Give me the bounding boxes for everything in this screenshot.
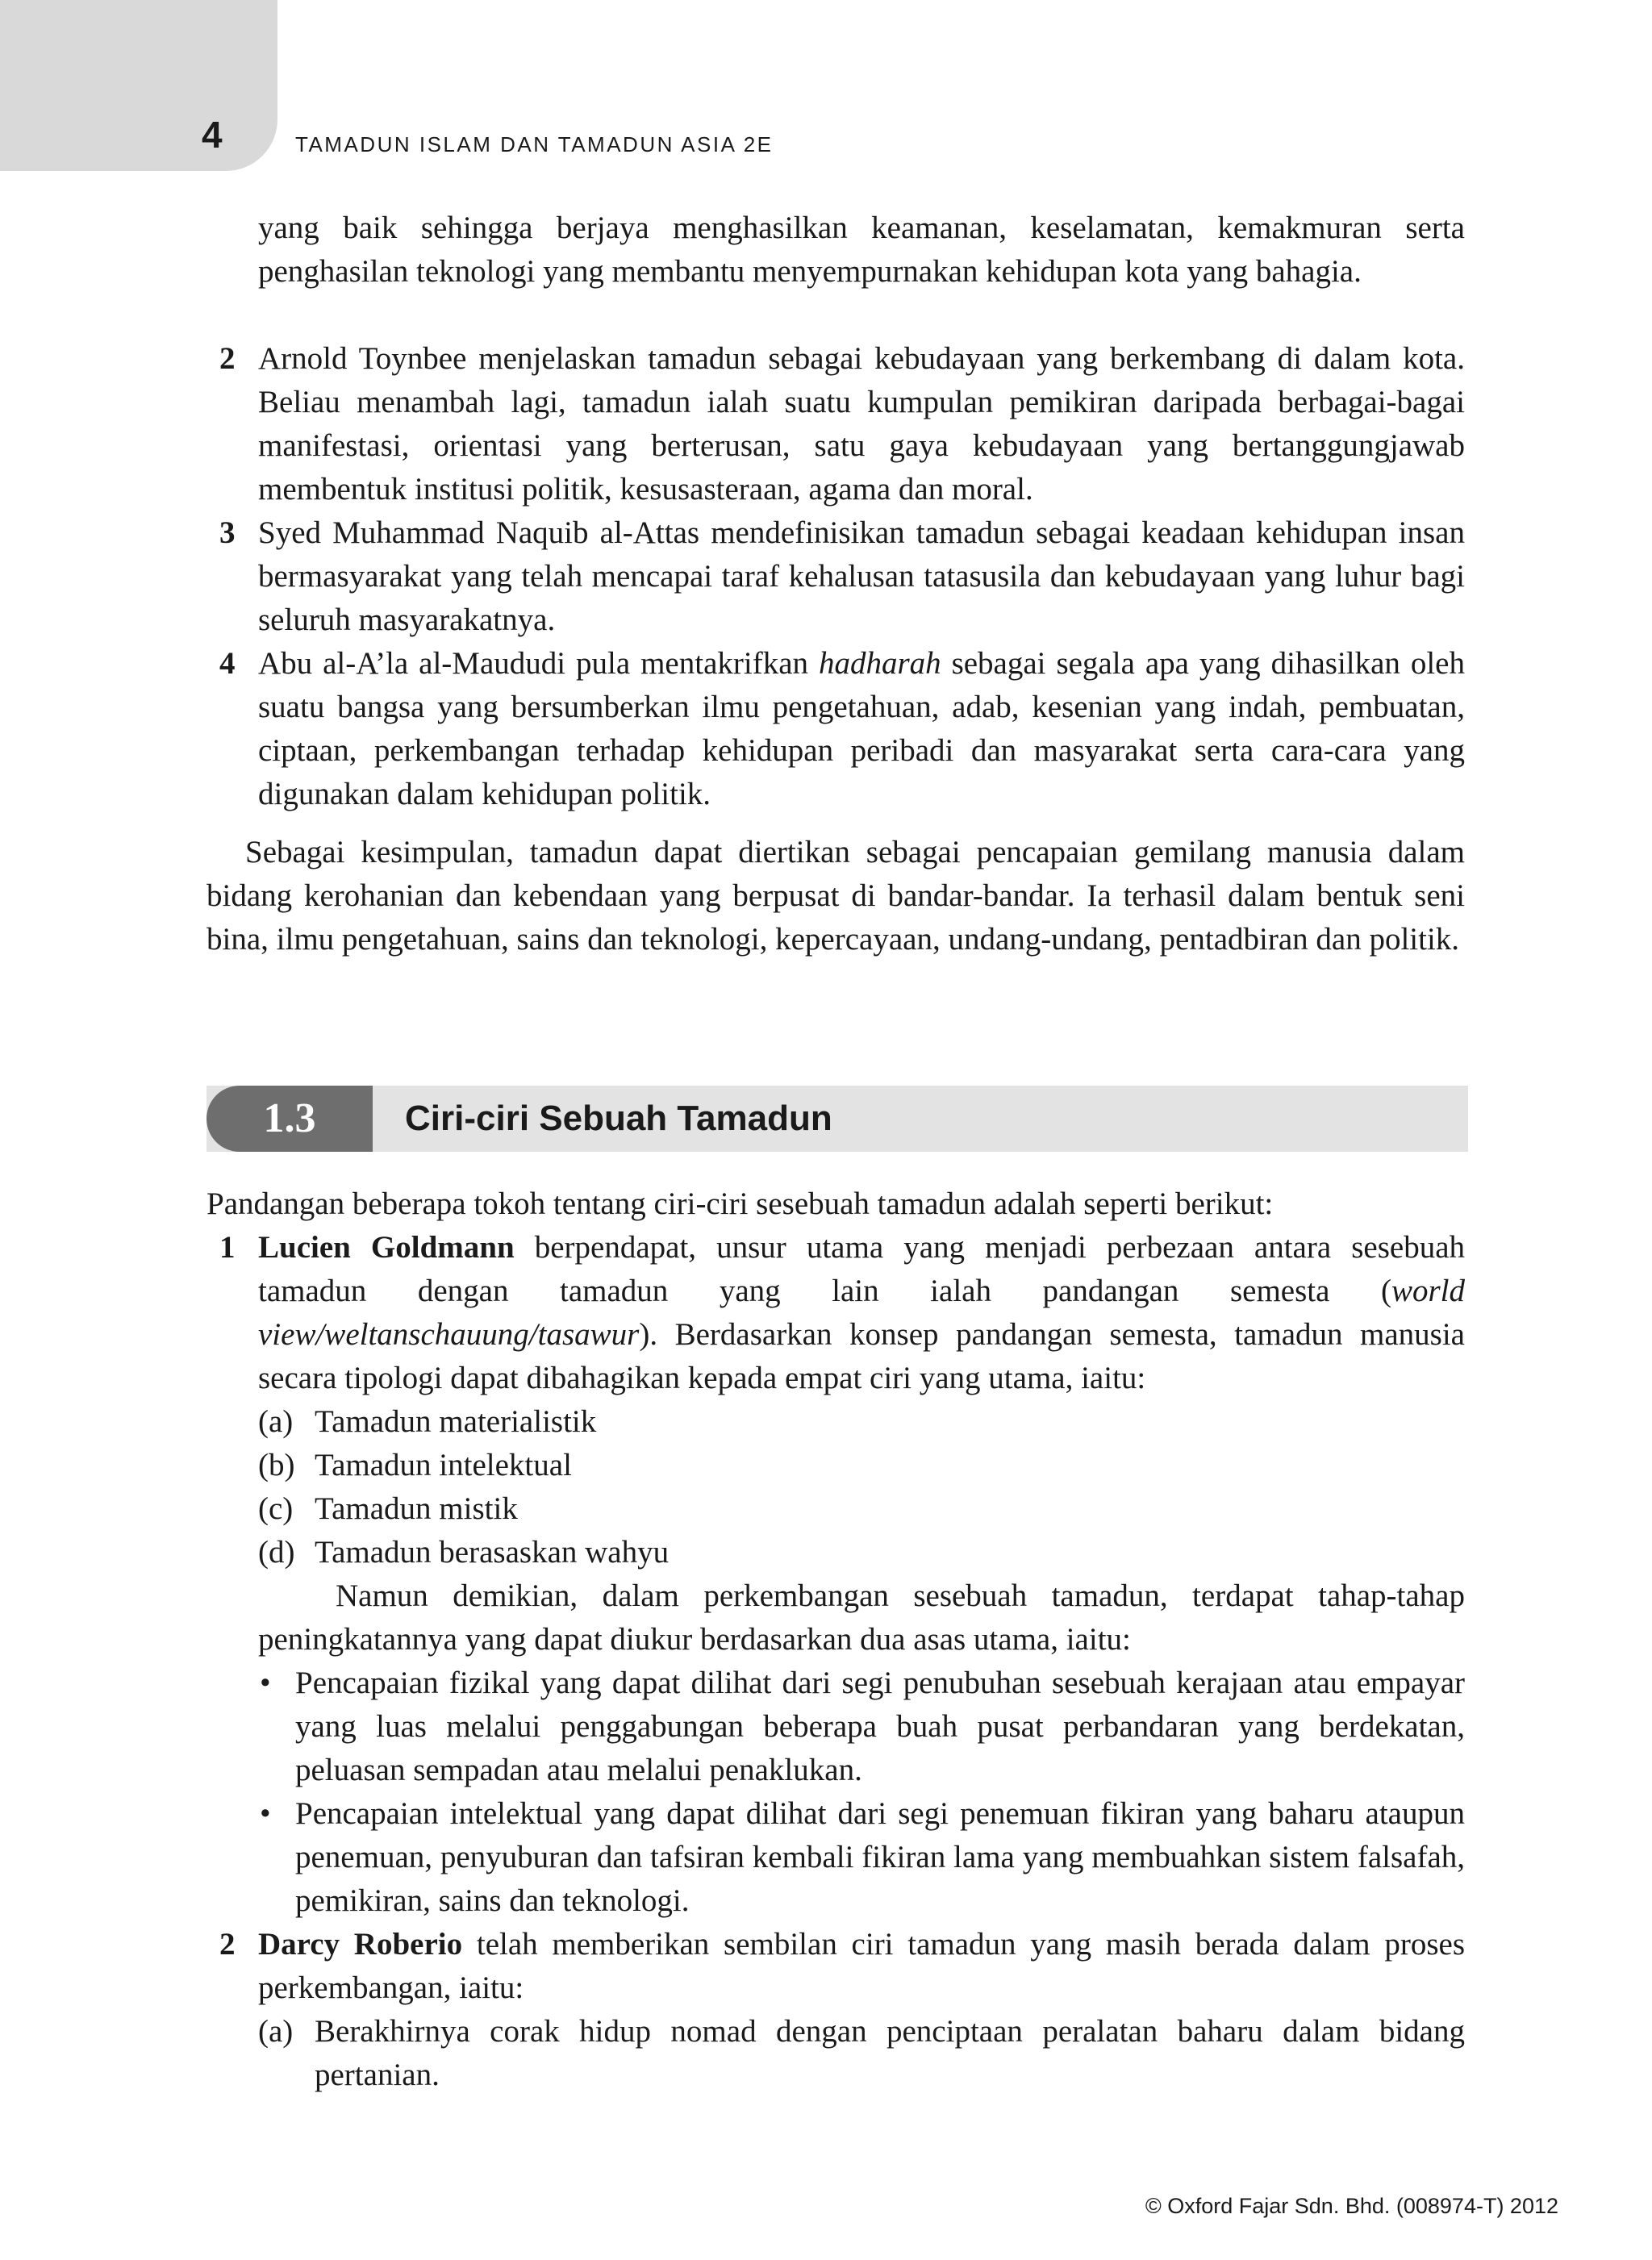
list-number: 3 bbox=[219, 515, 236, 550]
subitem-text: Tamadun berasaskan wahyu bbox=[315, 1535, 670, 1570]
subitem-label: (c) bbox=[258, 1491, 294, 1526]
person-name: Darcy Roberio bbox=[258, 1927, 463, 1962]
subitem-label: (b) bbox=[258, 1448, 295, 1482]
section-number: 1.3 bbox=[263, 1095, 316, 1141]
bullet-marker: • bbox=[260, 1666, 271, 1700]
list-number: 2 bbox=[219, 1927, 236, 1962]
list-item-maududi: Abu al-A’la al-Maududi pula mentakrifkan hadharah sebagai segala apa yang dihasilkan oleh suatu bangsa yang bersumberkan ilmu pengetahuan, adab, kesenian yang indah, pembuatan, ciptaan, perkembangan terhadap kehidupan peribadi dan masyarakat serta cara-cara yang digunakan dalam kehidupan politik. bbox=[258, 646, 1465, 811]
page-number: 4 bbox=[202, 114, 223, 156]
list-number: 4 bbox=[219, 646, 236, 681]
conclusion-paragraph: Sebagai kesimpulan, tamadun dapat diertikan sebagai pencapaian gemilang manusia dalam bidang kerohanian dan kebendaan yang berpusat di bandar-bandar. Ia terhasil dalam bentuk seni bina, ilmu pengetahuan, sains dan teknologi, kepercayaan, undang-undang, pentadbiran dan politik. bbox=[206, 835, 1465, 957]
italic-term: hadharah bbox=[818, 646, 941, 681]
list-item-toynbee: Arnold Toynbee menjelaskan tamadun sebagai kebudayaan yang berkembang di dalam kota. Beliau menambah lagi, tamadun ialah suatu kumpulan pemikiran daripada berbagai-bagai manifestasi, orientasi yang berterusan, satu gaya kebudayaan yang bertanggungjawab membentuk institusi politik, kesusasteraan, agama dan moral. bbox=[258, 341, 1465, 507]
subitem-text: Tamadun mistik bbox=[315, 1491, 518, 1526]
bullet-marker: • bbox=[260, 1796, 271, 1831]
subitem-text: Berakhirnya corak hidup nomad dengan penciptaan peralatan baharu dalam bidang pertanian. bbox=[315, 2014, 1465, 2092]
section-intro: Pandangan beberapa tokoh tentang ciri-ciri sesebuah tamadun adalah seperti berikut: bbox=[206, 1186, 1274, 1221]
section-title: Ciri-ciri Sebuah Tamadun bbox=[405, 1099, 832, 1138]
followup-paragraph: Namun demikian, dalam perkembangan sesebuah tamadun, terdapat tahap-tahap peningkatannya yang dapat diukur berdasarkan dua asas utama, iaitu: bbox=[258, 1578, 1465, 1657]
italic-term: world view/weltanschauung/tasawur bbox=[258, 1274, 1465, 1352]
point-goldmann: Lucien Goldmann berpendapat, unsur utama yang menjadi perbezaan antara sesebuah tamadun dengan tamadun yang lain ialah pandangan semesta (world view/weltanschauung/tasawur). Berdasarkan konsep pandangan semesta, tamadun manusia secara tipologi dapat dibahagikan kepada empat ciri yang utama, iaitu: bbox=[258, 1230, 1466, 1395]
subitem-text: Tamadun materialistik bbox=[315, 1404, 597, 1439]
page-corner-tab bbox=[0, 0, 277, 171]
list-number: 1 bbox=[219, 1230, 236, 1265]
list-continuation: yang baik sehingga berjaya menghasilkan keamanan, keselamatan, kemakmuran serta penghasilan teknologi yang membantu menyempurnakan kehidupan kota yang bahagia. bbox=[258, 211, 1465, 289]
point-roberio: Darcy Roberio telah memberikan sembilan ciri tamadun yang masih berada dalam proses perkembangan, iaitu: bbox=[258, 1927, 1466, 2005]
section-heading-bar bbox=[206, 1086, 1468, 1152]
subitem-text: Tamadun intelektual bbox=[315, 1448, 572, 1482]
subitem-label: (a) bbox=[258, 1404, 294, 1439]
copyright-footer: © Oxford Fajar Sdn. Bhd. (008974-T) 2012 bbox=[1145, 2194, 1558, 2218]
subitem-label: (d) bbox=[258, 1535, 295, 1570]
bullet-item: Pencapaian fizikal yang dapat dilihat dari segi penubuhan sesebuah kerajaan atau empayar yang luas melalui penggabungan beberapa buah pusat perbandaran yang berdekatan, peluasan sempadan atau melalui penaklukan. bbox=[295, 1666, 1465, 1787]
bullet-item: Pencapaian intelektual yang dapat dilihat dari segi penemuan fikiran yang baharu ataupun penemuan, penyuburan dan tafsiran kembali fikiran lama yang membuahkan sistem falsafah, pemikiran, sains dan teknologi. bbox=[295, 1796, 1465, 1918]
list-item-al-attas: Syed Muhammad Naquib al-Attas mendefinisikan tamadun sebagai keadaan kehidupan insan bermasyarakat yang telah mencapai taraf kehalusan tatasusila dan kebudayaan yang luhur bagi seluruh masyarakatnya. bbox=[258, 515, 1465, 637]
subitem-label: (a) bbox=[258, 2014, 294, 2049]
list-number: 2 bbox=[219, 341, 236, 376]
running-head: TAMADUN ISLAM DAN TAMADUN ASIA 2E bbox=[295, 132, 774, 156]
person-name: Lucien Goldmann bbox=[258, 1230, 515, 1265]
